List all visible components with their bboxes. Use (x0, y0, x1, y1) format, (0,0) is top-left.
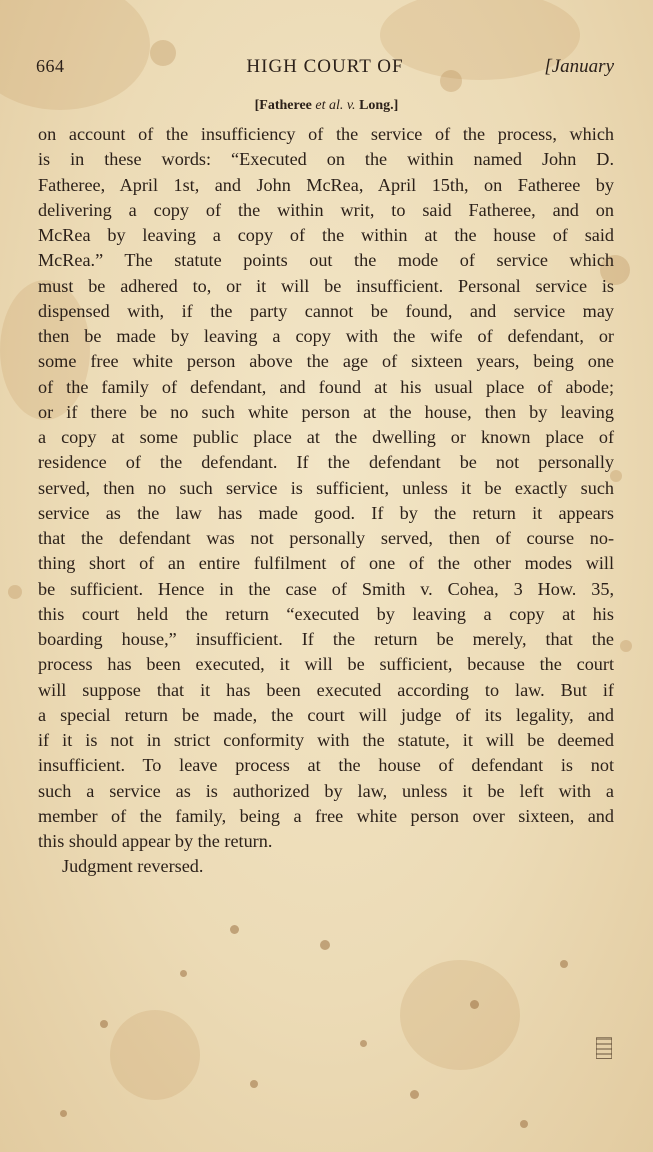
stain-decoration (400, 960, 520, 1070)
text-line: on account of the insufficiency of the service of the process, which (38, 124, 614, 144)
judgment-line: Judgment reversed. (62, 856, 204, 877)
case-title-close: Long.] (355, 98, 399, 113)
case-title-open: [Fatheree (254, 98, 316, 113)
header-month: [January (544, 56, 614, 77)
stain-decoration (520, 1120, 528, 1128)
text-line: some free white person above the age of sixteen years, being one (38, 351, 614, 372)
text-line: process has been executed, it will be sufficient, because the court (38, 654, 614, 675)
stain-decoration (110, 1010, 200, 1100)
text-line: will suppose that it has been executed according to law. But if (38, 679, 614, 700)
text-line: must be adhered to, or it will be insufficient. Personal service is (38, 275, 614, 296)
text-line: then be made by leaving a copy with the wife of defendant, or (38, 326, 614, 346)
text-line: of the family of defendant, and found at his usual place of abode; (38, 376, 614, 397)
case-title-italic: et al. v. (315, 98, 356, 113)
stain-decoration (620, 640, 632, 652)
stain-decoration (180, 970, 187, 977)
text-line: insufficient. To leave process at the house of defendant is not (38, 755, 614, 776)
stain-decoration (360, 1040, 367, 1047)
text-line: service as the law has made good. If by the return it appears (38, 502, 614, 523)
text-line: boarding house,” insufficient. If the return be merely, that the (38, 629, 614, 649)
page-number: 664 (36, 56, 65, 76)
text-line: this should appear by the return. (38, 831, 273, 851)
body-text (38, 122, 614, 880)
text-line: member of the family, being a free white person over sixteen, and (38, 805, 614, 826)
stain-decoration (470, 1000, 479, 1009)
stain-decoration (320, 940, 330, 950)
text-line: McRea by leaving a copy of the within at the house of said (38, 225, 614, 245)
text-line: such a service as is authorized by law, unless it be left with a (38, 780, 614, 801)
text-line: delivering a copy of the within writ, to said Fatheree, and on (38, 199, 614, 220)
stain-decoration (250, 1080, 258, 1088)
text-line: if it is not in strict conformity with the statute, it will be deemed (38, 730, 614, 750)
running-head (36, 56, 614, 84)
header-title: HIGH COURT OF (246, 56, 404, 77)
text-line: or if there be no such white person at the house, then by leaving (38, 401, 614, 422)
text-line: is in these words: “Executed on the within named John D. (38, 149, 614, 170)
text-line: served, then no such service is sufficient, unless it be exactly such (38, 477, 614, 498)
stain-decoration (410, 1090, 419, 1099)
text-line: that the defendant was not personally served, then of course no- (38, 528, 614, 548)
stain-decoration (60, 1110, 67, 1117)
text-line: dispensed with, if the party cannot be found, and service may (38, 300, 614, 321)
text-line: McRea.” The statute points out the mode of service which (38, 250, 614, 271)
text-line: be sufficient. Hence in the case of Smith v. Cohea, 3 How. 35, (38, 578, 614, 599)
text-line: Fatheree, April 1st, and John McRea, April 15th, on Fatheree by (38, 174, 614, 195)
text-line: thing short of an entire fulfilment of one of the other modes will (38, 553, 614, 574)
stain-decoration (8, 585, 22, 599)
stain-decoration (560, 960, 568, 968)
stain-decoration (100, 1020, 108, 1028)
text-line: a copy at some public place at the dwelling or known place of (38, 427, 614, 447)
stain-decoration (0, 0, 150, 110)
text-line: a special return be made, the court will judge of its legality, and (38, 704, 614, 725)
scan-marker-decoration (596, 1037, 612, 1059)
stain-decoration (230, 925, 239, 934)
text-line: this court held the return “executed by leaving a copy at his (38, 603, 614, 624)
text-line: residence of the defendant. If the defendant be not personally (38, 452, 614, 473)
case-title (0, 98, 653, 114)
